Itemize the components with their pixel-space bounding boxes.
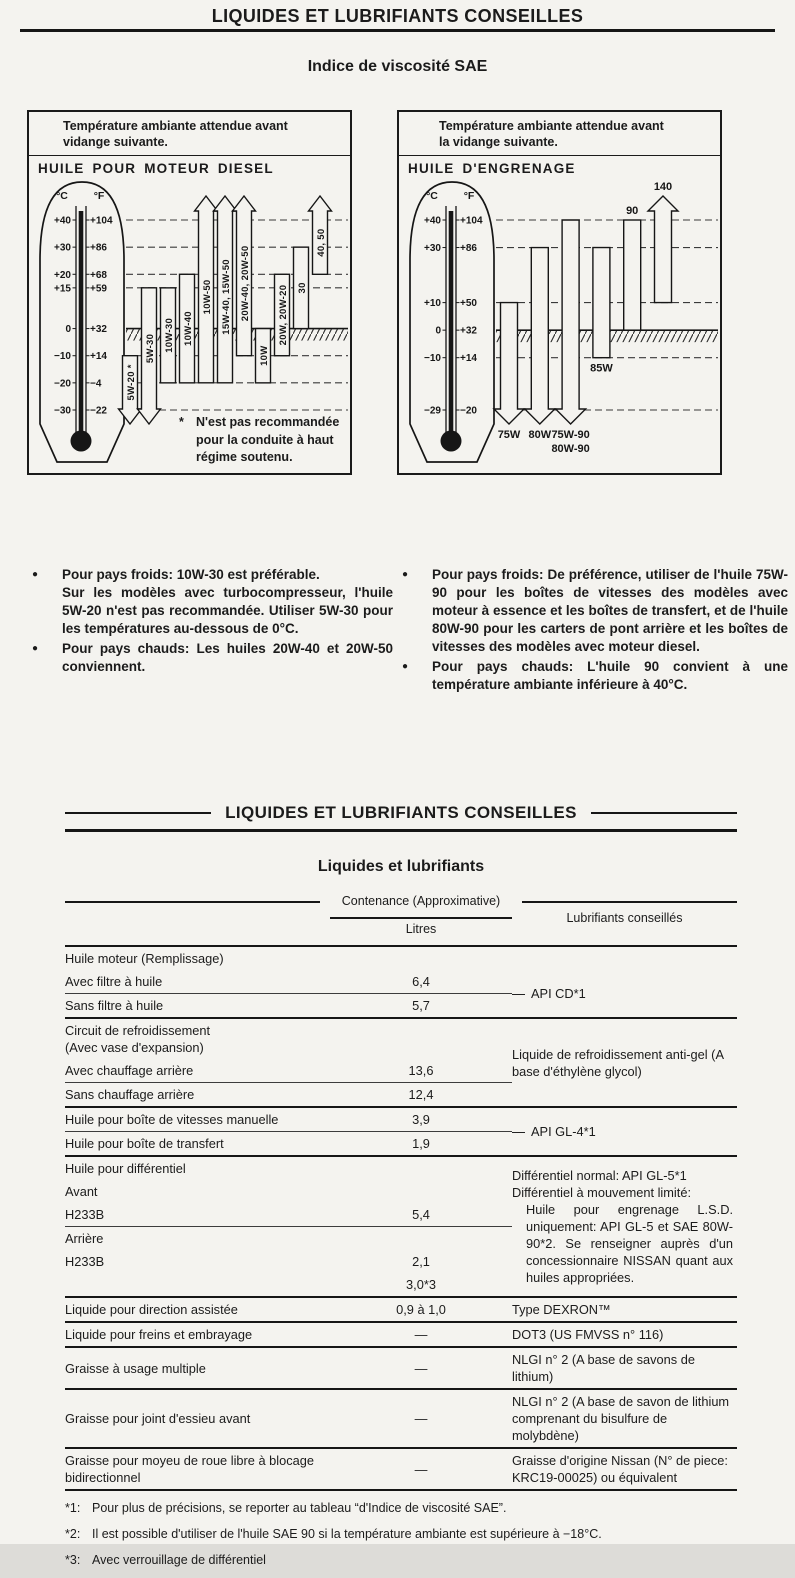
viscosity-bar bbox=[138, 288, 161, 424]
fahrenheit-tick-label: −22 bbox=[90, 405, 107, 417]
table-row bbox=[65, 946, 737, 970]
bar-label: 10W-50 bbox=[201, 279, 213, 315]
fahrenheit-tick-label: −4 bbox=[90, 378, 102, 390]
note-text: Pour pays froids: De préférence, utiliser de l'huile 75W-90 pour les boîtes de vitesses des modèles avec moteur à essence et les boîtes de transfert, et de l'huile 80W-90 pour les carters de pont arrière et les boîtes de vitesses des modèles avec moteur diesel. bbox=[432, 567, 788, 654]
chart-header-line2: vidange suivante. bbox=[63, 135, 168, 149]
bullet-icon: ● bbox=[32, 643, 39, 654]
row-value: — bbox=[330, 1322, 512, 1347]
celsius-tick-label: +15 bbox=[54, 283, 71, 295]
bar-label: 5W-20 * bbox=[125, 364, 137, 401]
bar-label: 10W bbox=[258, 345, 270, 366]
celsius-tick-label: +40 bbox=[54, 215, 71, 227]
section2-title: LIQUIDES ET LUBRIFIANTS CONSEILLES bbox=[225, 803, 577, 822]
asterisk-marker: * bbox=[179, 415, 184, 429]
celsius-tick-label: +30 bbox=[424, 243, 441, 255]
lubricant-spec: NLGI n° 2 (A base de savon de lithium comprenant du bisulfure de molybdène) bbox=[512, 1389, 737, 1448]
column-header-litres: Litres bbox=[405, 922, 437, 936]
table-header bbox=[65, 893, 737, 945]
bar-label: 90 bbox=[626, 205, 639, 217]
celsius-tick-label: +10 bbox=[424, 298, 441, 310]
viscosity-bar bbox=[161, 288, 176, 383]
bar-label: 75W bbox=[497, 429, 521, 441]
viscosity-subtitle: Indice de viscosité SAE bbox=[307, 58, 488, 75]
fahrenheit-tick-label: +86 bbox=[460, 243, 477, 255]
footnote bbox=[65, 1500, 737, 1516]
fahrenheit-tick-label: +32 bbox=[460, 325, 477, 337]
bar-label: 10W-40 bbox=[182, 311, 194, 347]
note-text: Pour pays froids: 10W-30 est préférable. bbox=[62, 567, 320, 582]
header-rule-left bbox=[65, 901, 320, 903]
list-item bbox=[395, 658, 788, 694]
row-label: H233B bbox=[65, 1203, 330, 1227]
bar-label: 80W bbox=[528, 429, 552, 441]
viscosity-bar bbox=[119, 356, 142, 424]
viscosity-bar bbox=[590, 248, 613, 375]
bar-label: 140 bbox=[653, 181, 673, 193]
bar-label: 20W-40, 20W-50 bbox=[239, 245, 251, 322]
chart-header-line2: la vidange suivante. bbox=[439, 135, 558, 149]
celsius-tick-label: 0 bbox=[435, 325, 441, 337]
fahrenheit-tick-label: +86 bbox=[90, 242, 107, 254]
heading-underline bbox=[65, 829, 737, 832]
row-value: 1,9 bbox=[412, 1136, 430, 1151]
celsius-tick-label: −10 bbox=[424, 353, 441, 365]
row-value: 12,4 bbox=[408, 1087, 434, 1102]
celsius-tick-label: 0 bbox=[65, 324, 71, 336]
fahrenheit-unit-label: °F bbox=[463, 190, 475, 202]
header-rule-right bbox=[522, 901, 737, 903]
row-group-label: Huile moteur (Remplissage) bbox=[65, 946, 512, 970]
row-label: Avec filtre à huile bbox=[65, 970, 330, 994]
lubricant-spec: NLGI n° 2 (A base de savons de lithium) bbox=[512, 1347, 737, 1389]
row-value: 5,7 bbox=[412, 998, 430, 1013]
viscosity-bar bbox=[648, 181, 678, 303]
mercury-column bbox=[79, 211, 84, 436]
mercury-column bbox=[449, 211, 454, 436]
celsius-tick-label: −30 bbox=[54, 405, 71, 417]
gear-oil-viscosity-chart bbox=[397, 110, 722, 475]
table-row bbox=[65, 1156, 737, 1180]
table-row bbox=[65, 1389, 737, 1448]
row-value: 0,9 à 1,0 bbox=[330, 1297, 512, 1322]
table-row bbox=[65, 1347, 737, 1389]
row-label: Avant bbox=[65, 1184, 98, 1199]
chart-footnote bbox=[179, 414, 353, 467]
bar-label: 15W-40, 15W-50 bbox=[220, 259, 232, 335]
fahrenheit-tick-label: −20 bbox=[460, 405, 477, 417]
bar-label: 5W-30 bbox=[144, 333, 156, 364]
row-group-label: Circuit de refroidissement (Avec vase d'expansion) bbox=[65, 1018, 512, 1059]
row-label: Huile pour boîte de vitesses manuelle bbox=[65, 1107, 330, 1132]
fahrenheit-tick-label: +32 bbox=[90, 324, 107, 336]
bullet-icon: ● bbox=[402, 661, 409, 672]
chart-header bbox=[29, 112, 350, 156]
lubricant-spec: Différentiel normal: API GL-5*1 Différentiel à mouvement limité: Huile pour engrenage L.S.D. uniquement: API GL-5 et SAE 80W-90*2. Se renseigner auprès d'un concessionnaire NISSAN quant aux huiles appropriées. bbox=[512, 1156, 737, 1297]
heading-rule-left bbox=[65, 812, 211, 814]
table-row bbox=[65, 970, 737, 994]
column-header-contenance: Contenance (Approximative) bbox=[341, 894, 501, 908]
notes-right-column bbox=[395, 566, 788, 696]
notes-left-column bbox=[25, 566, 393, 678]
fahrenheit-unit-label: °F bbox=[93, 190, 105, 202]
chart-title: HUILE POUR MOTEUR DIESEL bbox=[38, 161, 274, 176]
table-row bbox=[65, 1322, 737, 1347]
title-underline bbox=[20, 29, 775, 32]
footnote-marker: *2: bbox=[65, 1527, 81, 1541]
celsius-tick-label: −20 bbox=[54, 378, 71, 390]
contenance-underline bbox=[330, 917, 512, 919]
lubricant-spec: Type DEXRON™ bbox=[512, 1297, 737, 1322]
list-item bbox=[25, 566, 393, 638]
row-value: 13,6 bbox=[330, 1059, 512, 1083]
viscosity-bar bbox=[214, 196, 237, 383]
row-label: Sans filtre à huile bbox=[65, 998, 164, 1013]
bar-label: 85W bbox=[590, 362, 613, 375]
celsius-tick-label: +40 bbox=[424, 215, 441, 227]
row-label: Arrière bbox=[65, 1231, 104, 1246]
celsius-unit-label: °C bbox=[56, 190, 68, 202]
row-label: Graisse pour moyeu de roue libre à blocage bidirectionnel bbox=[65, 1448, 330, 1490]
row-label: Sans chauffage arrière bbox=[65, 1087, 195, 1102]
viscosity-bar bbox=[256, 329, 271, 383]
table-row bbox=[65, 1018, 737, 1059]
section2-heading bbox=[65, 803, 737, 832]
row-value: — bbox=[330, 1448, 512, 1490]
viscosity-bar bbox=[624, 205, 641, 330]
fluids-table-section bbox=[65, 893, 737, 1578]
viscosity-bar bbox=[309, 196, 332, 274]
chart-header bbox=[399, 112, 720, 156]
row-value: 5,4 bbox=[330, 1203, 512, 1227]
footnote-marker: *3: bbox=[65, 1553, 81, 1567]
row-value: — bbox=[330, 1389, 512, 1448]
bar-label: 40, 50 bbox=[315, 228, 327, 257]
footnote bbox=[65, 1552, 737, 1568]
row-label: Liquide pour direction assistée bbox=[65, 1297, 330, 1322]
fahrenheit-tick-label: +14 bbox=[460, 353, 477, 365]
page-title: LIQUIDES ET LUBRIFIANTS CONSEILLES bbox=[211, 6, 584, 26]
row-label: Avec chauffage arrière bbox=[65, 1059, 330, 1083]
row-value: 3,9 bbox=[330, 1107, 512, 1132]
viscosity-bar bbox=[180, 274, 195, 383]
row-label: Graisse pour joint d'essieu avant bbox=[65, 1389, 330, 1448]
bar-label: 80W-90 bbox=[551, 443, 590, 455]
lubricant-spec: Liquide de refroidissement anti-gel (A base d'éthylène glycol) bbox=[512, 1018, 737, 1107]
celsius-unit-label: °C bbox=[426, 190, 438, 202]
note-text: Sur les modèles avec turbocompresseur, l'huile 5W-20 n'est pas recommandée. Utiliser 5W-30 pour les températures au-dessous de 0°C. bbox=[62, 585, 393, 636]
thermometer bbox=[410, 182, 494, 462]
lubricant-spec: API GL-4*1 bbox=[512, 1107, 737, 1156]
celsius-tick-label: +30 bbox=[54, 242, 71, 254]
row-label: Graisse à usage multiple bbox=[65, 1347, 330, 1389]
fluids-table bbox=[65, 945, 737, 1491]
thermometer-bulb bbox=[441, 431, 462, 452]
row-value: 3,0*3 bbox=[406, 1277, 436, 1292]
fahrenheit-tick-label: +104 bbox=[90, 215, 113, 227]
note-text: Pour pays chauds: L'huile 90 convient à une température ambiante inférieure à 40°C. bbox=[432, 659, 788, 692]
bullet-icon: ● bbox=[32, 569, 39, 580]
bar-label: 75W-90 bbox=[551, 429, 590, 441]
fahrenheit-tick-label: +59 bbox=[90, 283, 107, 295]
row-label: Liquide pour freins et embrayage bbox=[65, 1322, 330, 1347]
celsius-tick-label: +20 bbox=[54, 269, 71, 281]
footnote bbox=[65, 1526, 737, 1542]
footnotes bbox=[65, 1500, 737, 1568]
heading-rule-right bbox=[591, 812, 737, 814]
chart-header-line1: Température ambiante attendue avant bbox=[439, 119, 664, 133]
row-value: 2,1 bbox=[412, 1254, 430, 1269]
fahrenheit-tick-label: +14 bbox=[90, 351, 107, 363]
fluids-subtitle: Liquides et lubrifiants bbox=[317, 858, 485, 875]
celsius-tick-label: −29 bbox=[424, 405, 441, 417]
diesel-oil-viscosity-chart bbox=[27, 110, 352, 475]
table-row bbox=[65, 1448, 737, 1490]
footnote-marker: *1: bbox=[65, 1501, 81, 1515]
column-header-lubrifiants: Lubrifiants conseillés bbox=[566, 911, 683, 925]
lubricant-spec: Graisse d'origine Nissan (N° de piece: KRC19-00025) ou équivalent bbox=[512, 1448, 737, 1490]
footnote-text: Pour plus de précisions, se reporter au tableau “d'Indice de viscosité SAE”. bbox=[92, 1501, 507, 1515]
footnote-text: Avec verrouillage de différentiel bbox=[92, 1553, 266, 1567]
gear-oil-thermometer-svg bbox=[399, 178, 720, 465]
bar-label: 10W-30 bbox=[163, 317, 175, 353]
table-row bbox=[65, 1107, 737, 1132]
footnote-text: Il est possible d'utiliser de l'huile SAE 90 si la température ambiante est supérieure à −18°C. bbox=[92, 1527, 602, 1541]
note-text: Pour pays chauds: Les huiles 20W-40 et 20W-50 conviennent. bbox=[62, 641, 393, 674]
chart-header-line1: Température ambiante attendue avant bbox=[63, 119, 288, 133]
row-label: H233B bbox=[65, 1254, 105, 1269]
viscosity-bar bbox=[294, 247, 309, 328]
viscosity-bar bbox=[494, 303, 524, 441]
lubricant-spec: DOT3 (US FMVSS n° 116) bbox=[512, 1322, 737, 1347]
viscosity-bar bbox=[195, 196, 218, 383]
chart-footnote-text: N'est pas recommandée pour la conduite à haut régime soutenu. bbox=[196, 415, 340, 464]
chart-title: HUILE D'ENGRENAGE bbox=[408, 161, 576, 176]
list-item bbox=[395, 566, 788, 656]
row-group-label: Huile pour différentiel bbox=[65, 1156, 512, 1180]
viscosity-bar bbox=[525, 248, 555, 441]
row-value: 6,4 bbox=[330, 970, 512, 994]
thermometer bbox=[40, 182, 124, 462]
viscosity-bar bbox=[233, 196, 256, 356]
row-label: Huile pour boîte de transfert bbox=[65, 1136, 224, 1151]
thermometer-bulb bbox=[71, 431, 92, 452]
row-value: — bbox=[330, 1347, 512, 1389]
lubricant-spec: API CD*1 bbox=[512, 970, 737, 1018]
celsius-tick-label: −10 bbox=[54, 351, 71, 363]
table-row bbox=[65, 1297, 737, 1322]
viscosity-bar bbox=[275, 274, 290, 355]
fahrenheit-tick-label: +104 bbox=[460, 215, 483, 227]
bar-label: 30 bbox=[296, 282, 308, 294]
fahrenheit-tick-label: +68 bbox=[90, 269, 107, 281]
bar-label: 20W, 20W-20 bbox=[277, 284, 289, 346]
bullet-icon: ● bbox=[402, 569, 409, 580]
list-item bbox=[25, 640, 393, 676]
fahrenheit-tick-label: +50 bbox=[460, 298, 477, 310]
